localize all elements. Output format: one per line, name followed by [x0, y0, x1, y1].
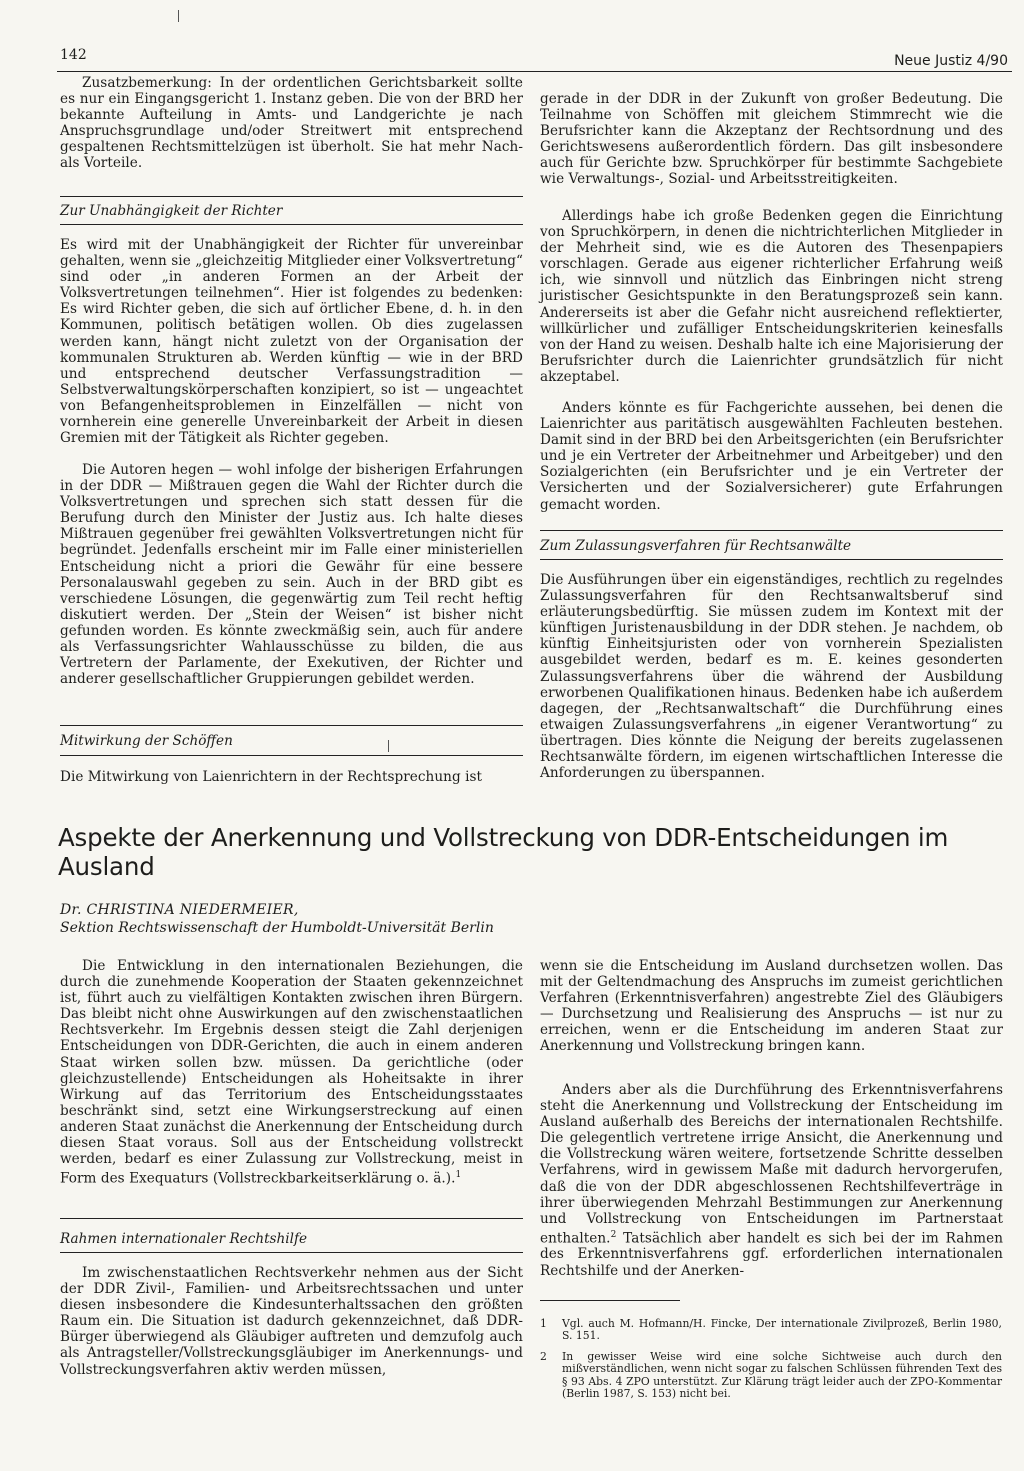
paragraph-rechtshilfe: Im zwischenstaatlichen Rechtsverkehr nehmen aus der Sicht der DDR Zivil-, Familien- und Arbeitsrechtssachen und unter diesen insbesondere die Kindesunterhaltssachen den größten Raum ein. Die Situation ist dadurch gekennzeichnet, daß DDR-Bürger überwiegend als Gläubiger auftreten und demzufolg auch als Antragsteller/Vollstreckungsgläubiger im Anerkennungs- und Vollstreckungsverfahren aktiv werden müssen, — [60, 1265, 523, 1378]
section-rule — [540, 530, 1003, 531]
page-number: 142 — [60, 47, 87, 63]
paragraph-unabhaengigkeit-1: Es wird mit der Unabhängigkeit der Richter für unvereinbar gehalten, wenn sie „gleichzeitig Mitglieder einer Volksvertretung“ sind oder „in anderen Formen an der Arbeit der Volksvertretungen teilnehmen“. Hier ist folgendes zu bedenken: Es wird Richter geben, die sich auf örtlicher Ebene, d. h. in den Kommunen, politisch betätigen wollen. Ob dies zugelassen werden kann, hängt nicht zuletzt von der Organisation der kommunalen Strukturen ab. Werden künftig — wie in der BRD und entsprechend deutscher Verfassungstradition — Selbstverwaltungskörperschaften konzipiert, so ist — ungeachtet von Befangenheitsproblemen in Einzelfällen — nicht von vornherein eine generelle Unvereinbarkeit der Arbeit in diesen Gremien mit der Tätigkeit als Richter gegeben. — [60, 237, 523, 447]
paragraph-fachgerichte: Anders könnte es für Fachgerichte aussehen, bei denen die Laienrichter aus paritätisch ausgewählten Fachleuten bestehen. Damit sind in der BRD bei den Arbeitsgerichten (ein Berufsrichter und je ein Vertreter der Arbeitnehmer und Arbeitgeber) und den Sozialgerichten (ein Berufsrichter und je ein Vertreter der Versicherten und der Sozialversicherer) gute Erfahrungen gemacht worden. — [540, 400, 1003, 513]
paragraph-schoeffen-cont: gerade in der DDR in der Zukunft von großer Bedeutung. Die Teilnahme von Schöffen mit gleichem Stimmrecht wie die Berufsrichter kann die Akzeptanz der Rechtsordnung und des Gerichtswesens außerordentlich fördern. Das gilt insbesondere auch für Gerichte bzw. Spruchkörper für bestimmte Sachgebiete wie Verwaltungs-, Sozial- und Arbeitsstreitigkeiten. — [540, 91, 1003, 188]
footnote-text: In gewisser Weise wird eine solche Sichtweise auch durch den mißverständlichen, wenn nicht sogar zu falschen Schlüssen führenden Text des § 93 Abs. 4 ZPO unterstützt. Zur Klärung trägt leider auch der ZPO-Kommentar (Berlin 1987, S. 153) nicht bei. — [562, 1350, 1002, 1400]
footnote-text: Vgl. auch M. Hofmann/H. Fincke, Der internationale Zivilprozeß, Berlin 1980, S. 151. — [562, 1317, 1002, 1343]
footnote-1 — [540, 1318, 1003, 1348]
section-rule — [60, 1218, 523, 1219]
header-rule — [57, 71, 1012, 72]
footnote-number: 1 — [540, 1317, 547, 1330]
paragraph-schoeffen-start: Die Mitwirkung von Laienrichtern in der Rechtsprechung ist — [60, 769, 483, 785]
footnote-rule — [540, 1300, 680, 1301]
section-heading-zulassung: Zum Zulassungsverfahren für Rechtsanwälte — [540, 538, 852, 554]
paragraph-anerkennung-text-cont: Tatsächlich aber handelt es sich bei der im Rahmen des Erkenntnisverfahrens ggf. erforderlichen internationalen Rechtshilfe und der Anerken- — [540, 1230, 1003, 1279]
author-affiliation: Sektion Rechtswissenschaft der Humboldt-Universität Berlin — [60, 920, 494, 936]
section-heading-schoeffen: Mitwirkung der Schöffen — [60, 733, 233, 749]
section-rule — [60, 755, 523, 756]
section-rule — [60, 196, 523, 197]
section-rule — [60, 224, 523, 225]
paragraph-spruchkoerper: Allerdings habe ich große Bedenken gegen die Einrichtung von Spruchkörpern, in denen die nichtrichterlichen Mitglieder in der Mehrheit sind, wie es die Autoren des Thesenpapiers vorschlagen. Gerade aus eigener richterlicher Erfahrung weiß ich, wie sinnvoll und nützlich das Einbringen nicht streng juristischer Gesichtspunkte in den Beratungsprozeß sein kann. Andererseits ist aber die Gefahr nicht ausreichend reflektierter, willkürlicher und zufälliger Entscheidungskriterien keinesfalls von der Hand zu weisen. Deshalb halte ich eine Majorisierung der Berufsrichter durch die Laienrichter grundsätzlich für nicht akzeptabel. — [540, 208, 1003, 385]
paragraph-glaeubiger: wenn sie die Entscheidung im Ausland durchsetzen wollen. Das mit der Geltendmachung des Anspruchs im zumeist gerichtlichen Verfahren (Erkenntnisverfahren) angestrebte Ziel des Gläubigers — Durchsetzung und Realisierung des Anspruchs — ist nur zu erreichen, wenn er die Entscheidung im anderen Staat zur Anerkennung und Vollstreckung bringen kann. — [540, 958, 1003, 1055]
section-rule — [60, 725, 523, 726]
article-title: Aspekte der Anerkennung und Vollstreckung von DDR-Entscheidungen im Ausland — [58, 823, 949, 881]
paragraph-zusatzbemerkung: Zusatzbemerkung: In der ordentlichen Gerichtsbarkeit sollte es nur ein Eingangsgericht 1. Instanz geben. Die von der BRD her bekannte Aufteilung in Amts- und Landgerichte je nach Anspruchsgrundlage und/oder Streitwert mit entsprechend gespaltenen Rechtsmittelzügen ist überholt. Sie hat mehr Nach- als Vorteile. — [60, 75, 523, 172]
scan-mark — [178, 10, 179, 22]
section-heading-unabhaengigkeit: Zur Unabhängigkeit der Richter — [60, 203, 283, 219]
section-rule — [540, 559, 1003, 560]
footnote-ref-1[interactable]: 1 — [455, 1170, 462, 1181]
paragraph-einleitung-text: Die Entwicklung in den internationalen Beziehungen, die durch die zunehmende Kooperation der Staaten gekennzeichnet ist, führt auch zu vielfältigen Kontakten zwischen ihren Bürgern. Das bleibt nicht ohne Auswirkungen auf den zwischenstaatlichen Rechtsverkehr. Im Ergebnis dessen steigt die Zahl derjenigen Entscheidungen von DDR-Gerichten, die auch in einem anderen Staat wirken sollen bzw. müssen. Da gerichtliche (oder gleichzustellende) Entscheidungen als Hoheitsakte in ihrer Wirkung auf das Territorium des Entscheidungsstaates beschränkt sind, setzt eine Wirkungserstreckung auf einen anderen Staat zunächst die Anerkennung der Entscheidung durch diesen Staat voraus. Soll aus der Entscheidung vollstreckt werden, bedarf es einer Zulassung zur Vollstreckung, meist in Form des Exequaturs (Vollstreckbarkeitserklärung o. ä.). — [60, 958, 523, 1187]
footnote-2 — [540, 1351, 1003, 1411]
scan-mark — [388, 740, 389, 752]
paragraph-anerkennung-text: Anders aber als die Durchführung des Erkenntnisverfahrens steht die Anerkennung und Vollstreckung der Entscheidung im Ausland außerhalb des Bereichs der internationalen Rechtshilfe. Die gelegentlich vertretene irrige Ansicht, die Anerkennung und die Vollstreckung wären weitere, fortsetzende Schritte desselben Verfahrens, wird in gewissem Maße mit dadurch hervorgerufen, daß die von der DDR abgeschlossenen Rechtshilfeverträge in ihrer überwiegenden Mehrzahl Bestimmungen zur Anerkennung und Vollstreckung von Entscheidungen im Partnerstaat enthalten. — [540, 1082, 1003, 1247]
paragraph-einleitung — [60, 958, 523, 1187]
paragraph-anerkennung — [540, 1082, 1003, 1279]
author-name: Dr. CHRISTINA NIEDERMEIER, — [60, 902, 299, 918]
paragraph-zulassung: Die Ausführungen über ein eigenständiges, rechtlich zu regelndes Zulassungsverfahren für den Rechtsanwaltsberuf sind erläuterungsbedürftig. Sie müssen zudem im Kontext mit der künftigen Juristenausbildung in der DDR stehen. Je nachdem, ob künftig Einheitsjuristen oder von vornherein Spezialisten ausgebildet werden, bedarf es m. E. keines gesonderten Zulassungsverfahrens über die während der Ausbildung erworbenen Qualifikationen hinaus. Bedenken habe ich außerdem dagegen, der „Rechtsanwaltschaft“ die Durchführung eines etwaigen Zulassungsverfahrens „in eigener Verantwortung“ zu übertragen. Dies könnte die Neigung der bereits zugelassenen Rechtsanwälte fördern, im eigenen wirtschaftlichen Interesse die Anforderungen zu überspannen. — [540, 572, 1003, 782]
section-rule — [60, 1252, 523, 1253]
article-author — [60, 901, 760, 937]
footnote-ref-2[interactable]: 2 — [610, 1229, 617, 1240]
footnote-number: 2 — [540, 1350, 547, 1363]
journal-issue: Neue Justiz 4/90 — [894, 53, 1008, 69]
paragraph-unabhaengigkeit-2: Die Autoren hegen — wohl infolge der bisherigen Erfahrungen in der DDR — Mißtrauen gegen die Wahl der Richter durch die Volksvertretungen und sprechen sich statt dessen für die Berufung durch den Minister der Justiz aus. Ich halte dieses Mißtrauen gegenüber frei gewählten Volksvertretungen nicht für begründet. Jedenfalls erscheint mir im Falle einer ministeriellen Entscheidung nicht a priori die Gewähr für eine bessere Personalauswahl gegeben zu sein. Auch in der BRD gibt es verschiedene Lösungen, die gegenwärtig zum Teil recht heftig diskutiert werden. Der „Stein der Weisen“ ist bisher nicht gefunden worden. Es könnte zweckmäßig sein, auch für andere als Verfassungsrichter Wahlausschüsse zu bilden, die aus Vertretern der Parlamente, der Exekutiven, der Richter und anderer gesellschaftlicher Gruppierungen gebildet werden. — [60, 462, 523, 688]
section-heading-rechtshilfe: Rahmen internationaler Rechtshilfe — [60, 1231, 308, 1247]
